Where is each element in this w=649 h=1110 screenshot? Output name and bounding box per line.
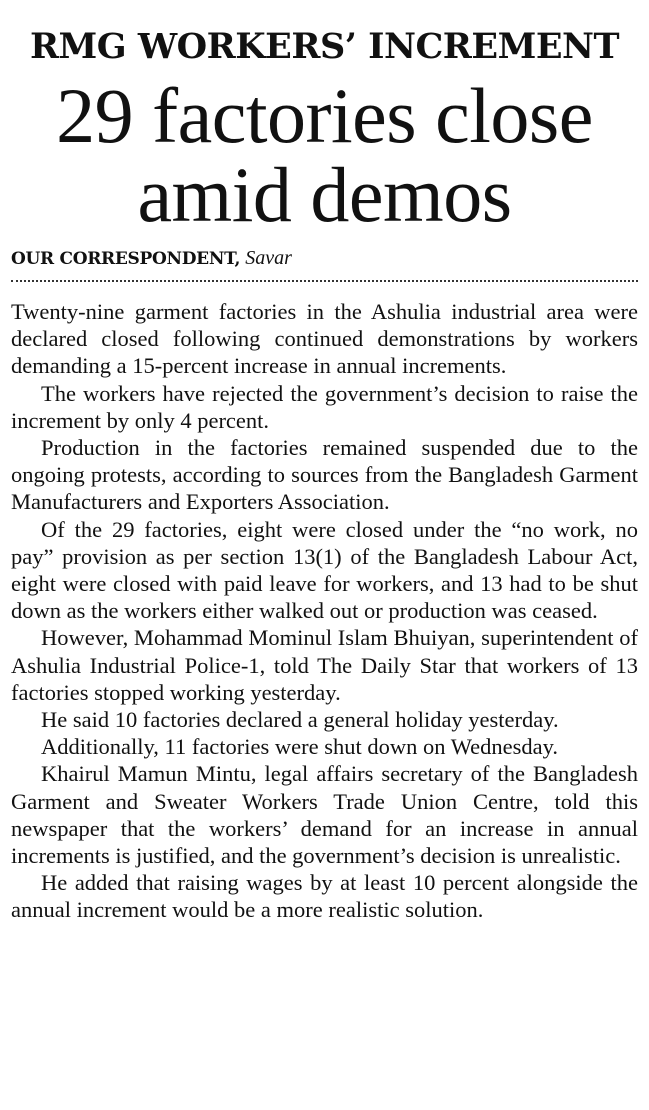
byline-divider (11, 280, 638, 282)
article-body (11, 298, 638, 924)
article-paragraph: Khairul Mamun Mintu, legal affairs secretary of the Bangladesh Garment and Sweater Workers Trade Union Centre, told this newspaper that the workers’ demand for an increase in annual increments is justified, and the government’s decision is unrealistic. (11, 761, 638, 869)
article-paragraph: Twenty-nine garment factories in the Ashulia industrial area were declared closed following continued demonstrations by workers demanding a 15-percent increase in annual increments. (11, 299, 638, 379)
byline-author: OUR CORRESPONDENT, (11, 249, 241, 269)
article-paragraph: He added that raising wages by at least 10 percent alongside the annual increment would be a more realistic solution. (11, 870, 638, 923)
article-paragraph: The workers have rejected the government’s decision to raise the increment by only 4 percent. (11, 380, 638, 433)
article-paragraph: However, Mohammad Mominul Islam Bhuiyan, superintendent of Ashulia Industrial Police-1, told The Daily Star that workers of 13 factories stopped working yesterday. (11, 625, 638, 705)
article-kicker: RMG WORKERS’ INCREMENT (29, 26, 620, 67)
article-byline (11, 246, 638, 271)
article-paragraph: Additionally, 11 factories were shut down on Wednesday. (41, 734, 559, 760)
article-paragraph: Production in the factories remained suspended due to the ongoing protests, according to sources from the Bangladesh Garment Manufacturers and Exporters Association. (11, 435, 638, 515)
article-paragraph: He said 10 factories declared a general holiday yesterday. (41, 707, 559, 733)
news-article (11, 0, 638, 924)
byline-location: Savar (245, 247, 292, 269)
article-headline: 29 factories close amid demos (56, 72, 593, 238)
article-paragraph: Of the 29 factories, eight were closed under the “no work, no pay” provision as per section 13(1) of the Bangladesh Labour Act, eight were closed with paid leave for workers, and 13 had to be shut down as the workers either walked out or production was ceased. (11, 516, 638, 624)
